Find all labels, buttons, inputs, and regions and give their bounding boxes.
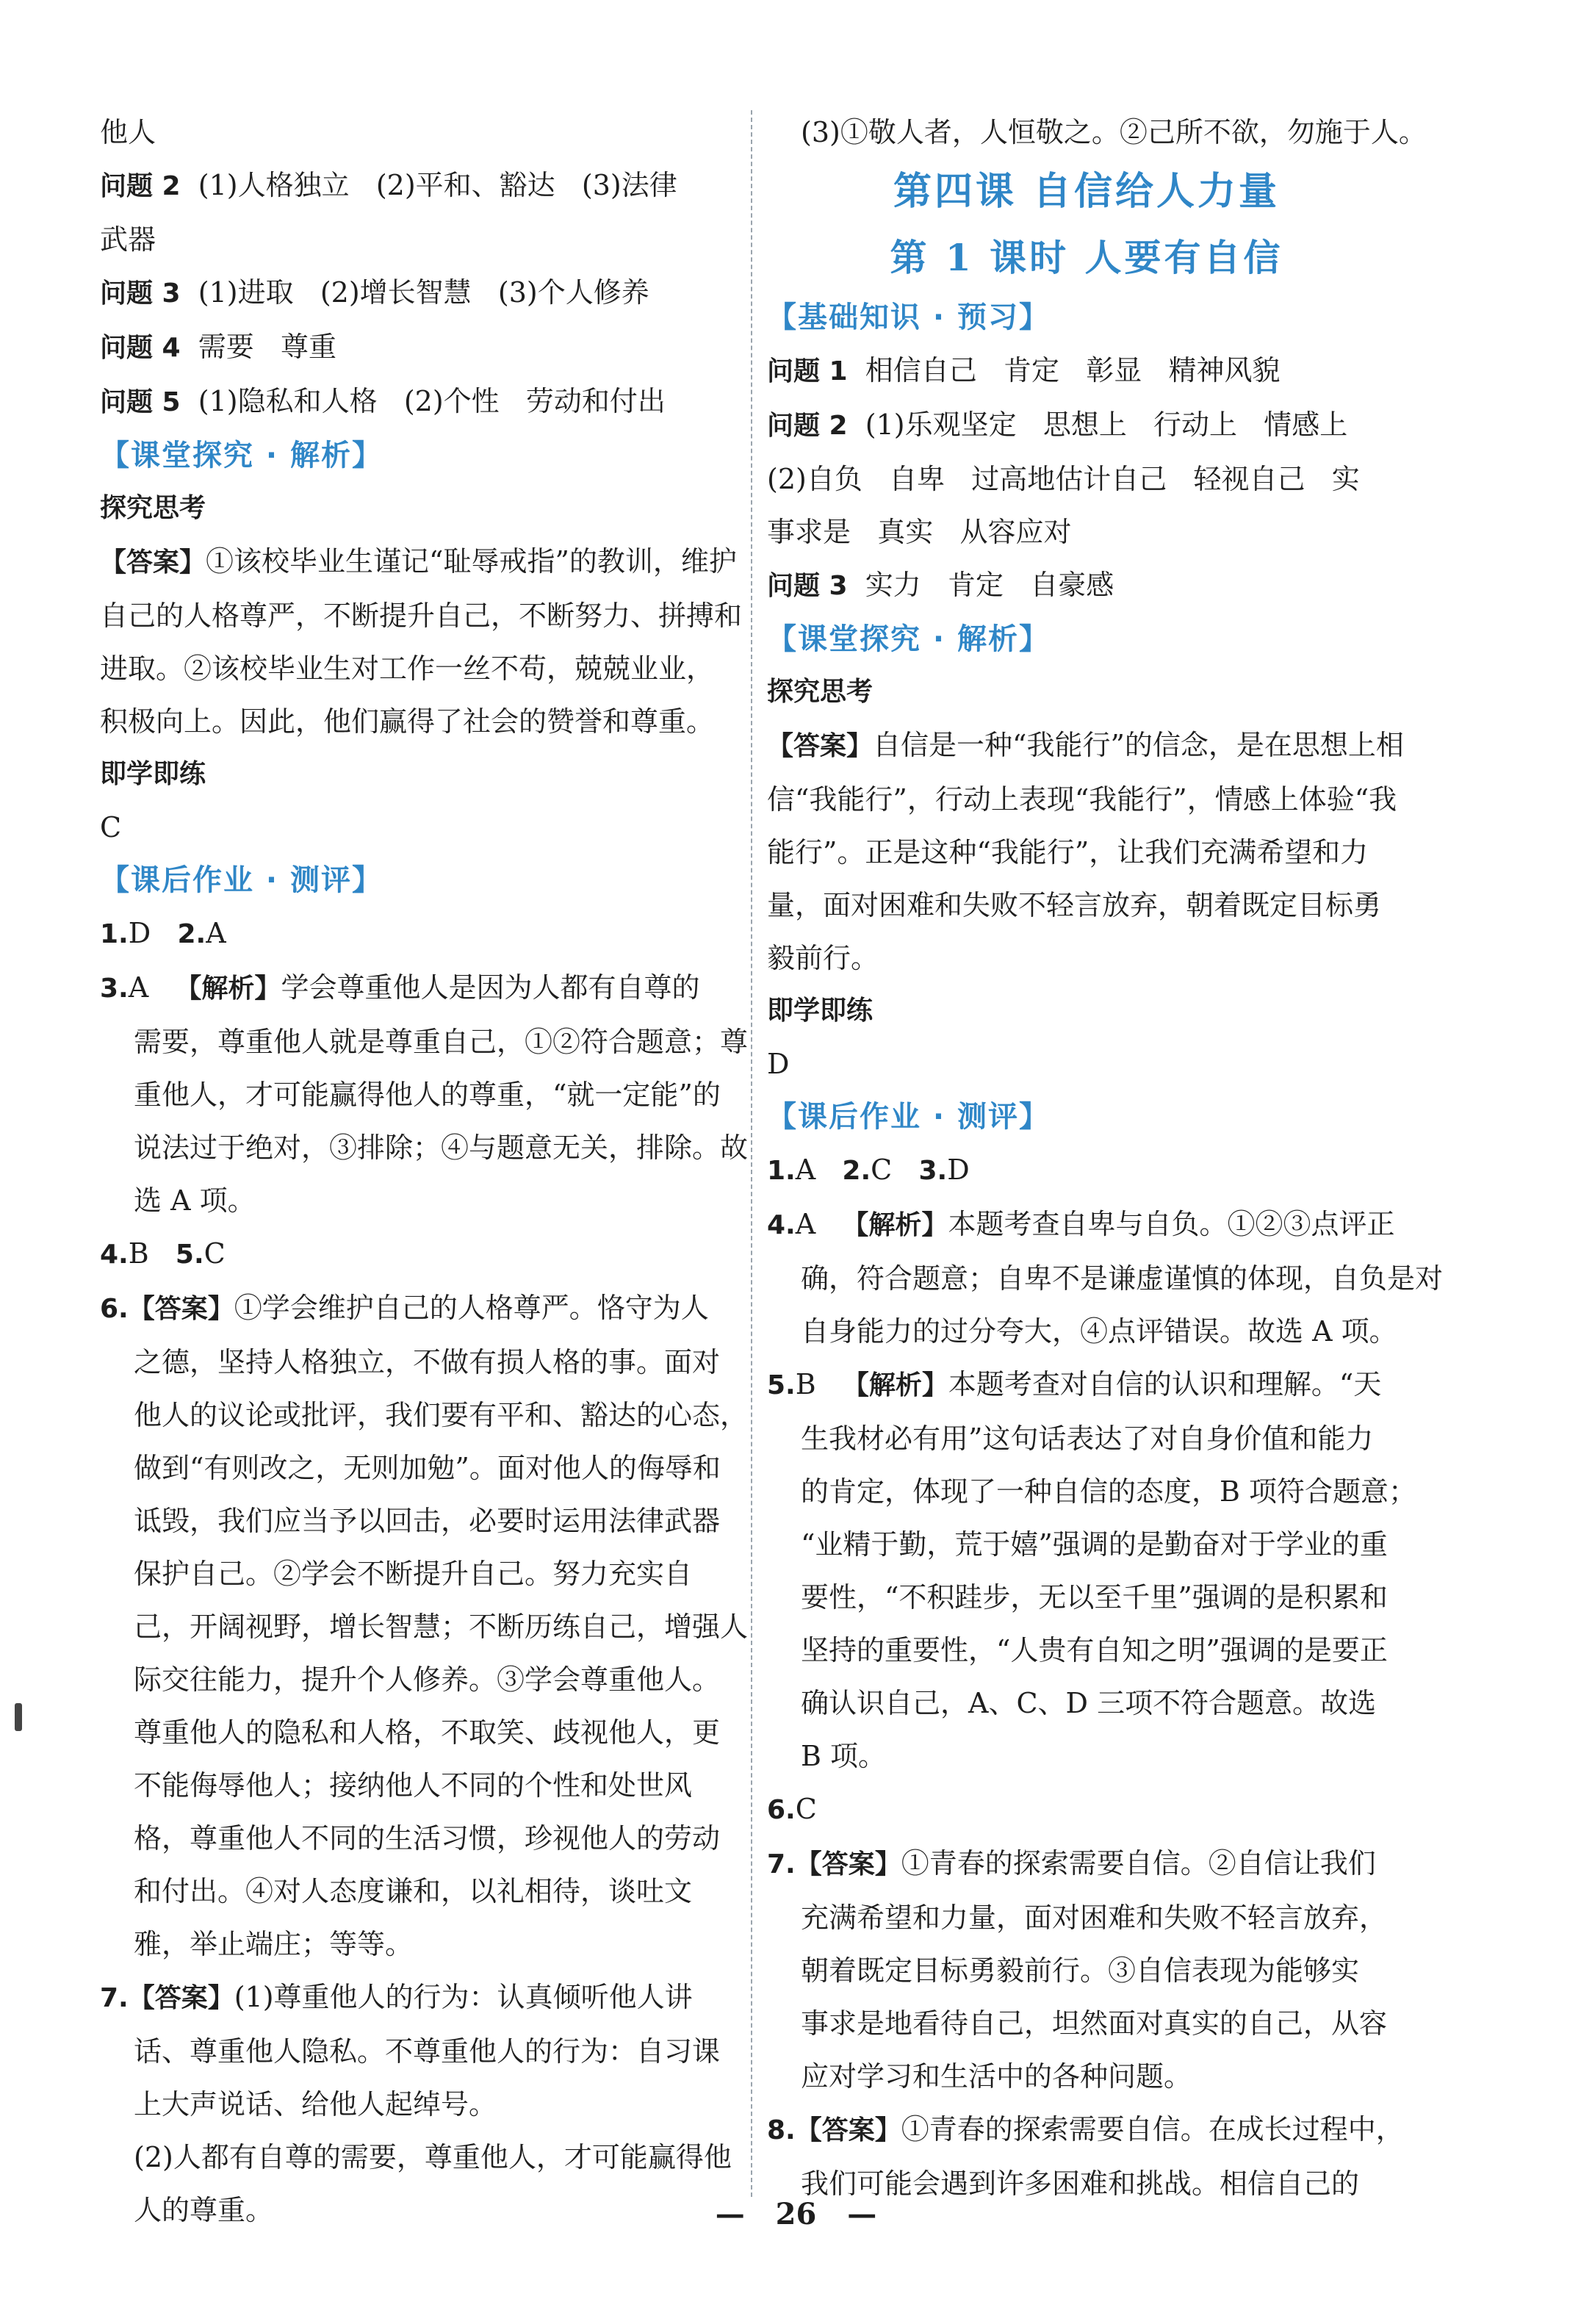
item-text: C (871, 1154, 919, 1186)
item-text: (1)乐观坚定 思想上 行动上 情感上 (847, 409, 1348, 441)
answer-line: (2)人都有自尊的需要，尊重他人，才可能赢得他 (134, 2141, 732, 2173)
item-text: (1)进取 (2)增长智慧 (3)个人修养 (180, 276, 649, 309)
item-text: A (795, 1154, 843, 1186)
answer-line: 己，开阔视野，增长智慧；不断历练自己，增强人 (134, 1611, 749, 1643)
item-text: C (203, 1237, 226, 1270)
item-label: 5. (767, 1370, 796, 1400)
footer-dash-left: — (715, 2197, 745, 2231)
item-label: 问题 1 (767, 356, 848, 386)
answer-item (767, 1358, 1406, 1412)
item-text: D (128, 917, 178, 949)
answer-item (767, 2103, 1406, 2157)
item-label: 8.【答案】 (767, 2115, 901, 2145)
lesson-title: 第四课 自信给人力量 (893, 169, 1281, 214)
item-text: ①青春的探索需要自信。在成长过程中， (901, 2113, 1404, 2145)
answer-line: 自身能力的过分夸大，④点评错误。故选 A 项。 (801, 1315, 1397, 1348)
item-label: 1. (767, 1156, 796, 1186)
item-text: B (795, 1368, 843, 1400)
item-text: D (947, 1154, 970, 1186)
answer-line: 人的尊重。 (134, 2194, 274, 2226)
item-label: 【解析】 (842, 1210, 948, 1240)
item-text: 学会尊重他人是因为人都有自尊的 (281, 971, 700, 1004)
subheading: 探究思考 (767, 677, 874, 707)
item-text: (1)隐私和人格 (2)个性 劳动和付出 (180, 385, 666, 417)
column-divider (751, 110, 752, 2197)
text-line: 积极向上。因此，他们赢得了社会的赞誉和尊重。 (100, 705, 715, 738)
answer-line: 格，尊重他人不同的生活习惯，珍视他人的劳动 (134, 1822, 721, 1854)
footer-dash-right: — (847, 2197, 877, 2231)
answer-line: 确，符合题意；自卑不是谦虚谨慎的体现，自负是对 (801, 1262, 1444, 1295)
answer-line: 坚持的重要性，“人贵有自知之明”强调的是要正 (801, 1634, 1388, 1666)
item-text: 本题考查对自信的认识和理解。“天 (948, 1368, 1382, 1400)
section-heading: 【课后作业 · 测评】 (767, 1100, 1051, 1134)
answer-item (767, 344, 1406, 398)
item-text: (1)人格独立 (2)平和、豁达 (3)法律 (180, 169, 677, 201)
answer-item (100, 159, 739, 213)
answer-line: “业精于勤，荒于嬉”强调的是勤奋对于学业的重 (801, 1528, 1388, 1561)
item-label: 5. (175, 1240, 204, 1270)
answer-item (100, 320, 739, 375)
item-text: (1)尊重他人的行为：认真倾听他人讲 (234, 1981, 693, 2013)
item-label: 2. (842, 1156, 871, 1186)
answer-line: 话、尊重他人隐私。不尊重他人的行为：自习课 (134, 2035, 721, 2068)
item-label: 6.【答案】 (100, 1294, 234, 1324)
item-text: A (128, 971, 176, 1004)
answer-line: 重他人，才可能赢得他人的尊重，“就一定能”的 (134, 1079, 721, 1111)
answer-item (767, 1198, 1406, 1252)
answer-line: 生我材必有用”这句话表达了对自身价值和能力 (801, 1422, 1374, 1455)
answer-line: 不能侮辱他人；接纳他人不同的个性和处世风 (134, 1769, 693, 1802)
answer-item (100, 266, 739, 320)
item-label: 【解析】 (842, 1370, 948, 1400)
subheading: 探究思考 (100, 493, 206, 523)
answer-item (767, 1143, 1406, 1198)
item-label: 7.【答案】 (100, 1983, 234, 2013)
item-text: ①学会维护自己的人格尊严。恪守为人 (234, 1292, 709, 1324)
answer-line: 诋毁，我们应当予以回击，必要时运用法律武器 (134, 1505, 721, 1537)
page-number: 26 (775, 2197, 817, 2231)
answer-item (767, 719, 1406, 773)
scan-mark (15, 1703, 22, 1731)
left-column (100, 106, 749, 2237)
text-line: 能行”。正是这种“我能行”，让我们充满希望和力 (767, 836, 1369, 868)
section-heading: 【课堂探究 · 解析】 (767, 622, 1051, 656)
item-label: 问题 4 (100, 333, 181, 363)
item-text: 自信是一种“我能行”的信念，是在思想上相 (873, 729, 1404, 761)
section-heading: 【课后作业 · 测评】 (100, 863, 383, 897)
item-label: 【答案】 (767, 731, 874, 761)
item-label: 3. (100, 974, 129, 1004)
text-line: 自己的人格尊严，不断提升自己，不断努力、拼搏和 (100, 600, 743, 632)
answer-item (100, 1227, 739, 1281)
item-text: A (206, 917, 226, 949)
text-line: 事求是 真实 从容应对 (767, 516, 1072, 548)
item-label: 1. (100, 919, 129, 949)
item-text: A (795, 1208, 843, 1240)
text-line: 进取。②该校毕业生对工作一丝不苟，兢兢业业， (100, 652, 715, 685)
section-heading: 【课堂探究 · 解析】 (100, 439, 383, 472)
answer-line: 的肯定，体现了一种自信的态度，B 项符合题意； (801, 1475, 1417, 1508)
answer-item (767, 398, 1406, 453)
answer-line: 选 A 项。 (134, 1184, 256, 1217)
item-label: 【答案】 (100, 547, 206, 578)
answer-line: B 项。 (801, 1740, 887, 1772)
answer-line: (3)①敬人者，人恒敬之。②己所不欲，勿施于人。 (801, 116, 1427, 148)
answer-item (100, 375, 739, 429)
item-text: C (795, 1793, 817, 1825)
item-label: 7.【答案】 (767, 1849, 901, 1879)
answer-line: 确认识自己，A、C、D 三项不符合题意。故选 (801, 1687, 1377, 1719)
answer-line: 他人的议论或批评，我们要有平和、豁达的心态， (134, 1399, 749, 1431)
answer-line: 需要，尊重他人就是尊重自己，①②符合题意；尊 (134, 1026, 749, 1058)
answer-item (100, 1281, 739, 1336)
item-label: 问题 3 (767, 571, 848, 601)
item-label: 问题 5 (100, 387, 181, 417)
page-number-footer (0, 2197, 1592, 2231)
text-line: 他人 (100, 116, 156, 148)
answer-line: 说法过于绝对，③排除；④与题意无关，排除。故 (134, 1132, 749, 1164)
item-text: 实力 肯定 自豪感 (847, 569, 1114, 601)
item-text: ①青春的探索需要自信。②自信让我们 (901, 1847, 1376, 1879)
subheading: 即学即练 (767, 996, 874, 1026)
item-label: 2. (177, 919, 206, 949)
text-line: 信“我能行”，行动上表现“我能行”，情感上体验“我 (767, 783, 1397, 816)
item-text: 需要 尊重 (180, 331, 336, 363)
answer-item (100, 1971, 739, 2025)
answer-line: 雅，举止端庄；等等。 (134, 1928, 414, 1960)
item-label: 3. (918, 1156, 948, 1186)
answer-line: 应对学习和生活中的各种问题。 (801, 2060, 1192, 2093)
answer-line: 和付出。④对人态度谦和，以礼相待，谈吐文 (134, 1875, 693, 1907)
answer-line: 事求是地看待自己，坦然面对真实的自己，从容 (801, 2007, 1388, 2040)
answer-line: 保护自己。②学会不断提升自己。努力充实自 (134, 1558, 693, 1590)
text-line: (2)自负 自卑 过高地估计自己 轻视自己 实 (767, 463, 1360, 495)
answer-line: 际交往能力，提升个人修养。③学会尊重他人。 (134, 1663, 721, 1696)
item-label: 问题 3 (100, 278, 181, 309)
answer-item (767, 558, 1406, 613)
answer-line: 做到“有则改之，无则加勉”。面对他人的侮辱和 (134, 1452, 721, 1484)
answer-item (100, 535, 739, 589)
right-column (767, 106, 1444, 2210)
text-line: D (767, 1048, 790, 1080)
text-line: 武器 (100, 223, 156, 256)
item-label: 6. (767, 1795, 796, 1825)
text-line: 毅前行。 (767, 942, 879, 974)
item-text: 相信自己 肯定 彰显 精神风貌 (847, 354, 1281, 386)
answer-line: 之德，坚持人格独立，不做有损人格的事。面对 (134, 1346, 721, 1378)
text-line: C (100, 811, 122, 843)
item-text: ①该校毕业生谨记“耻辱戒指”的教训，维护 (206, 545, 737, 578)
item-text: B (128, 1237, 176, 1270)
answer-line: 我们可能会遇到许多困难和挑战。相信自己的 (801, 2167, 1360, 2200)
item-label: 问题 2 (100, 171, 181, 201)
answer-item (100, 907, 739, 961)
answer-item (100, 961, 739, 1015)
item-label: 问题 2 (767, 411, 848, 441)
answer-item (767, 1837, 1406, 1891)
lesson-subtitle: 第 1 课时 人要有自信 (890, 236, 1283, 279)
answer-line: 上大声说话、给他人起绰号。 (134, 2088, 497, 2120)
answer-line: 朝着既定目标勇毅前行。③自信表现为能够实 (801, 1954, 1360, 1987)
answer-item (767, 1782, 1406, 1837)
answer-line: 充满希望和力量，面对困难和失败不轻言放弃， (801, 1902, 1388, 1934)
item-text: 本题考查自卑与自负。①②③点评正 (948, 1208, 1395, 1240)
subheading: 即学即练 (100, 759, 206, 789)
item-label: 4. (767, 1210, 796, 1240)
answer-line: 尊重他人的隐私和人格，不取笑、歧视他人，更 (134, 1716, 721, 1749)
item-label: 【解析】 (175, 974, 281, 1004)
section-heading: 【基础知识 · 预习】 (767, 301, 1051, 334)
item-label: 4. (100, 1240, 129, 1270)
answer-line: 要性，“不积跬步，无以至千里”强调的是积累和 (801, 1581, 1388, 1614)
text-line: 量，面对困难和失败不轻言放弃，朝着既定目标勇 (767, 889, 1382, 921)
